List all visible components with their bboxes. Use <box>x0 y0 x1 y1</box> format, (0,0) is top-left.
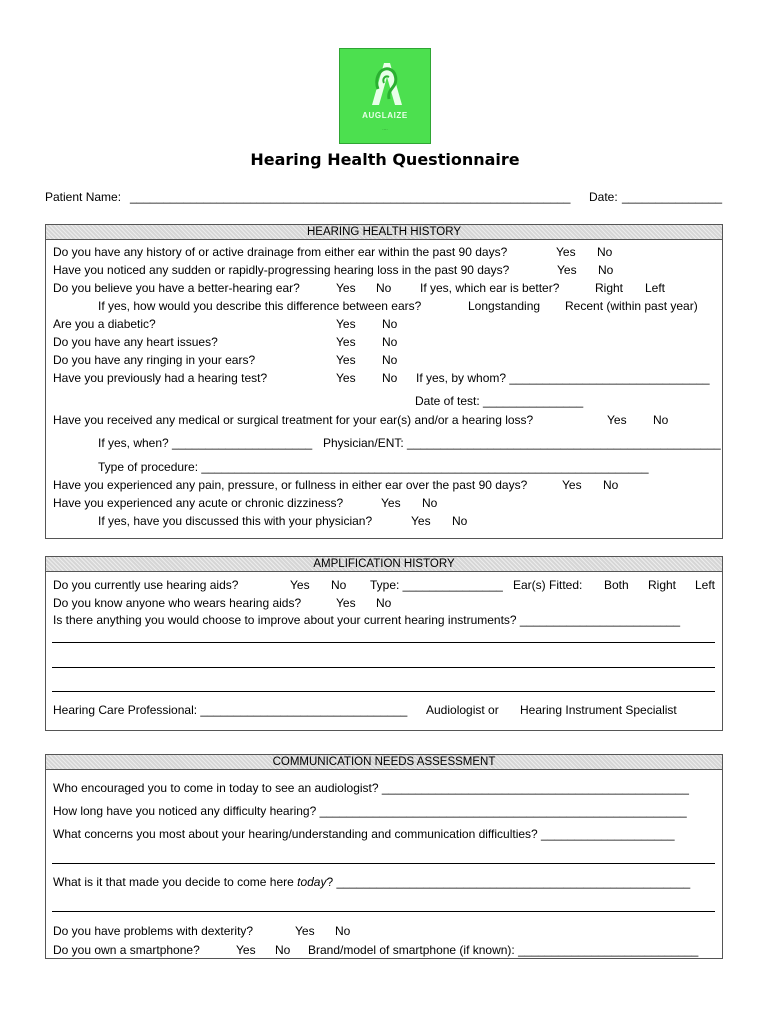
procedure-field[interactable]: Type of procedure: ___________________________________________________________________ <box>98 460 649 474</box>
dizziness-question: Have you experienced any acute or chronic dizziness? <box>53 496 344 510</box>
treatment-question: Have you received any medical or surgical treatment for your ear(s) and/or a hearing loss? <box>53 413 534 427</box>
treatment-no[interactable]: No <box>653 413 669 427</box>
smartphone-brand-field[interactable]: Brand/model of smartphone (if known): ___________________________ <box>308 943 699 957</box>
section-heading: HEARING HEALTH HISTORY <box>46 225 722 240</box>
pain-question: Have you experienced any pain, pressure, or fullness in either ear over the past 90 days? <box>53 478 528 492</box>
dexterity-yes[interactable]: Yes <box>295 924 315 938</box>
sudden-loss-question: Have you noticed any sudden or rapidly-progressing hearing loss in the past 90 days? <box>53 263 510 277</box>
diabetic-yes[interactable]: Yes <box>336 317 356 331</box>
ears-fitted-right[interactable]: Right <box>648 578 677 592</box>
page-title: Hearing Health Questionnaire <box>250 150 520 169</box>
drainage-question: Do you have any history of or active drainage from either ear within the past 90 days? <box>53 245 508 259</box>
answer-line[interactable] <box>52 863 715 864</box>
pain-no[interactable]: No <box>603 478 619 492</box>
diabetic-no[interactable]: No <box>382 317 398 331</box>
specialist-option[interactable]: Hearing Instrument Specialist <box>520 703 677 717</box>
heart-question: Do you have any heart issues? <box>53 335 218 349</box>
diabetic-question: Are you a diabetic? <box>53 317 156 331</box>
ears-fitted-both[interactable]: Both <box>604 578 629 592</box>
hearing-aids-question: Do you currently use hearing aids? <box>53 578 239 592</box>
discussed-question: If yes, have you discussed this with your physician? <box>98 514 373 528</box>
longstanding-option[interactable]: Longstanding <box>468 299 541 313</box>
hearing-aids-yes[interactable]: Yes <box>290 578 310 592</box>
date-field[interactable]: _______________ <box>622 190 723 204</box>
date-label: Date: <box>589 190 618 204</box>
answer-line[interactable] <box>52 691 715 692</box>
amplification-section <box>45 556 723 731</box>
better-ear-right[interactable]: Right <box>595 281 624 295</box>
smartphone-yes[interactable]: Yes <box>236 943 256 957</box>
patient-name-field[interactable]: __________________________________________________________________ <box>130 190 571 204</box>
answer-line[interactable] <box>52 667 715 668</box>
audiologist-option[interactable]: Audiologist or <box>426 703 499 717</box>
auglaize-logo <box>339 48 431 144</box>
which-ear-question: If yes, which ear is better? <box>420 281 560 295</box>
ears-fitted-label: Ear(s) Fitted: <box>513 578 583 592</box>
heart-no[interactable]: No <box>382 335 398 349</box>
know-wearer-yes[interactable]: Yes <box>336 596 356 610</box>
discussed-no[interactable]: No <box>452 514 468 528</box>
treatment-when-field[interactable]: If yes, when? _____________________ <box>98 436 313 450</box>
better-ear-left[interactable]: Left <box>645 281 666 295</box>
heart-yes[interactable]: Yes <box>336 335 356 349</box>
care-professional-field[interactable]: Hearing Care Professional: _______________________________ <box>53 703 408 717</box>
patient-name-label: Patient Name: <box>45 190 122 204</box>
dizziness-no[interactable]: No <box>422 496 438 510</box>
hearing-test-yes[interactable]: Yes <box>336 371 356 385</box>
smartphone-question: Do you own a smartphone? <box>53 943 200 957</box>
better-ear-yes[interactable]: Yes <box>336 281 356 295</box>
pain-yes[interactable]: Yes <box>562 478 582 492</box>
logo-subtext: .... <box>382 126 388 132</box>
improve-question: Is there anything you would choose to improve about your current hearing instruments? ________________________ <box>53 613 681 627</box>
smartphone-no[interactable]: No <box>275 943 291 957</box>
aid-type-field[interactable]: Type: _______________ <box>370 578 503 592</box>
ringing-question: Do you have any ringing in your ears? <box>53 353 256 367</box>
hearing-history-section <box>45 224 723 539</box>
how-long-question: How long have you noticed any difficulty hearing? _______________________________________________________ <box>53 804 687 818</box>
physician-field[interactable]: Physician/ENT: _______________________________________________ <box>323 436 721 450</box>
recent-option[interactable]: Recent (within past year) <box>565 299 698 313</box>
sudden-loss-no[interactable]: No <box>598 263 614 277</box>
concerns-question: What concerns you most about your hearing/understanding and communication difficulties? ____________________ <box>53 827 675 841</box>
communication-section <box>45 754 723 959</box>
ears-fitted-left[interactable]: Left <box>695 578 716 592</box>
treatment-yes[interactable]: Yes <box>607 413 627 427</box>
ringing-no[interactable]: No <box>382 353 398 367</box>
logo-text: AUGLAIZE <box>362 111 408 120</box>
answer-line[interactable] <box>52 642 715 643</box>
hearing-test-no[interactable]: No <box>382 371 398 385</box>
drainage-no[interactable]: No <box>597 245 613 259</box>
dizziness-yes[interactable]: Yes <box>381 496 401 510</box>
know-wearer-no[interactable]: No <box>376 596 392 610</box>
drainage-yes[interactable]: Yes <box>556 245 576 259</box>
dexterity-no[interactable]: No <box>335 924 351 938</box>
sudden-loss-yes[interactable]: Yes <box>557 263 577 277</box>
dexterity-question: Do you have problems with dexterity? <box>53 924 254 938</box>
date-of-test-field[interactable]: Date of test: _______________ <box>415 394 584 408</box>
by-whom-field[interactable]: If yes, by whom? ______________________________ <box>416 371 710 385</box>
answer-line[interactable] <box>52 911 715 912</box>
ringing-yes[interactable]: Yes <box>336 353 356 367</box>
better-ear-question: Do you believe you have a better-hearing ear? <box>53 281 300 295</box>
hearing-test-question: Have you previously had a hearing test? <box>53 371 268 385</box>
decide-question: What is it that made you decide to come here today? _____________________________________________________ <box>53 875 691 889</box>
section-heading: AMPLIFICATION HISTORY <box>46 557 722 572</box>
better-ear-no[interactable]: No <box>376 281 392 295</box>
hearing-aids-no[interactable]: No <box>331 578 347 592</box>
discussed-yes[interactable]: Yes <box>411 514 431 528</box>
know-wearer-question: Do you know anyone who wears hearing aids? <box>53 596 302 610</box>
encouraged-question: Who encouraged you to come in today to see an audiologist? ______________________________________________ <box>53 781 689 795</box>
difference-question: If yes, how would you describe this difference between ears? <box>98 299 422 313</box>
section-heading: COMMUNICATION NEEDS ASSESSMENT <box>46 755 722 770</box>
